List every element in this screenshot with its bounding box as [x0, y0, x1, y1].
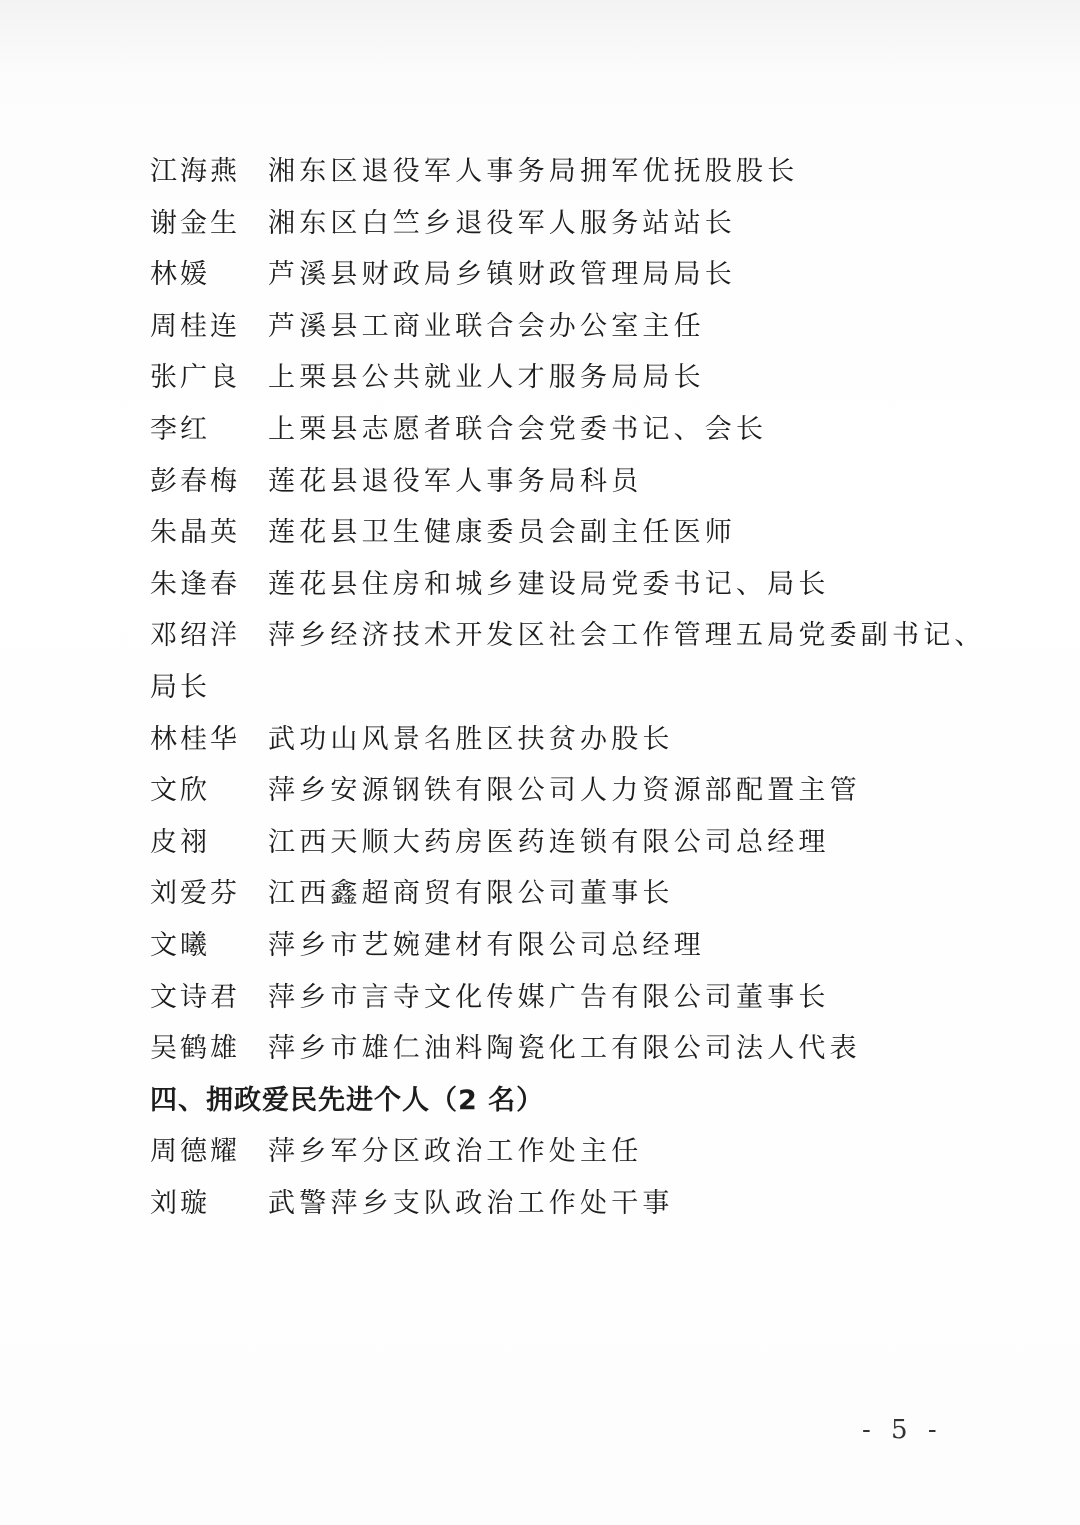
- honoree-title: 江西天顺大药房医药连锁有限公司总经理: [268, 826, 830, 858]
- honoree-title: 萍乡市艺婉建材有限公司总经理: [268, 929, 705, 961]
- page-number: - 5 -: [862, 1415, 943, 1445]
- honoree-title: 萍乡安源钢铁有限公司人力资源部配置主管: [268, 775, 861, 807]
- honoree-title: 湘东区退役军人事务局拥军优抚股股长: [268, 156, 799, 187]
- honoree-title: 上栗县公共就业人才服务局局长: [268, 362, 705, 394]
- honoree-name: 李红: [150, 413, 210, 445]
- list-item: [150, 198, 940, 250]
- honoree-name: 张广良: [150, 362, 240, 394]
- list-item: [150, 301, 940, 353]
- honoree-name: 朱逢春: [150, 568, 240, 600]
- honoree-name: 文曦: [150, 929, 210, 961]
- honoree-title: 武警萍乡支队政治工作处干事: [268, 1187, 674, 1219]
- scan-shading: [0, 0, 1080, 110]
- honoree-list: [150, 146, 986, 1229]
- list-item: [150, 507, 940, 559]
- honoree-title: 萍乡军分区政治工作处主任: [268, 1136, 643, 1168]
- honoree-title: 莲花县退役军人事务局科员: [268, 465, 643, 497]
- list-item: [150, 1126, 940, 1178]
- list-item: [150, 1023, 940, 1075]
- list-item: [150, 765, 940, 817]
- section-heading: 四、拥政爱民先进个人（2 名）: [150, 1084, 545, 1116]
- honoree-title: 莲花县卫生健康委员会副主任医师: [268, 517, 736, 549]
- honoree-name: 林桂华: [150, 723, 240, 755]
- honoree-name: 周德耀: [150, 1136, 240, 1168]
- honoree-title: 萍乡市言寺文化传媒广告有限公司董事长: [268, 981, 830, 1013]
- honoree-name: 朱晶英: [150, 517, 240, 549]
- honoree-title: 武功山风景名胜区扶贫办股长: [268, 723, 674, 755]
- list-item: [150, 868, 940, 920]
- honoree-name: 皮祤: [150, 826, 210, 858]
- honoree-name: 吴鹤雄: [150, 1033, 240, 1065]
- honoree-title: 芦溪县财政局乡镇财政管理局局长: [268, 259, 736, 291]
- honoree-name: 邓绍洋: [150, 620, 240, 652]
- honoree-title: 湘东区白竺乡退役军人服务站站长: [268, 207, 736, 239]
- list-item: [150, 404, 940, 456]
- honoree-title: 莲花县住房和城乡建设局党委书记、局长: [268, 568, 830, 600]
- honoree-name: 江海燕: [150, 156, 240, 187]
- honoree-title: 萍乡市雄仁油料陶瓷化工有限公司法人代表: [268, 1033, 861, 1065]
- honoree-name: 文诗君: [150, 981, 240, 1013]
- list-item: [150, 817, 940, 869]
- honoree-name: 周桂连: [150, 310, 240, 342]
- honoree-name: 谢金生: [150, 207, 240, 239]
- honoree-title: 江西鑫超商贸有限公司董事长: [268, 878, 674, 910]
- list-item: [150, 559, 940, 611]
- honoree-title: 萍乡经济技术开发区社会工作管理五局党委副书记、: [268, 620, 986, 652]
- honoree-name: 林媛: [150, 259, 210, 291]
- honoree-name: 刘爱芬: [150, 878, 240, 910]
- honoree-title-continuation: 局长: [150, 671, 210, 703]
- honoree-title: 芦溪县工商业联合会办公室主任: [268, 310, 705, 342]
- list-item: [150, 352, 940, 404]
- honoree-title: 上栗县志愿者联合会党委书记、会长: [268, 413, 768, 445]
- list-item: [150, 146, 940, 198]
- list-item: [150, 1178, 940, 1230]
- honoree-name: 彭春梅: [150, 465, 240, 497]
- list-item: [150, 249, 940, 301]
- list-item: [150, 610, 986, 662]
- honoree-name: 文欣: [150, 775, 210, 807]
- list-item: [150, 456, 940, 508]
- list-item: [150, 920, 940, 972]
- list-item: [150, 972, 940, 1024]
- honoree-name: 刘璇: [150, 1187, 210, 1219]
- list-item: [150, 714, 940, 766]
